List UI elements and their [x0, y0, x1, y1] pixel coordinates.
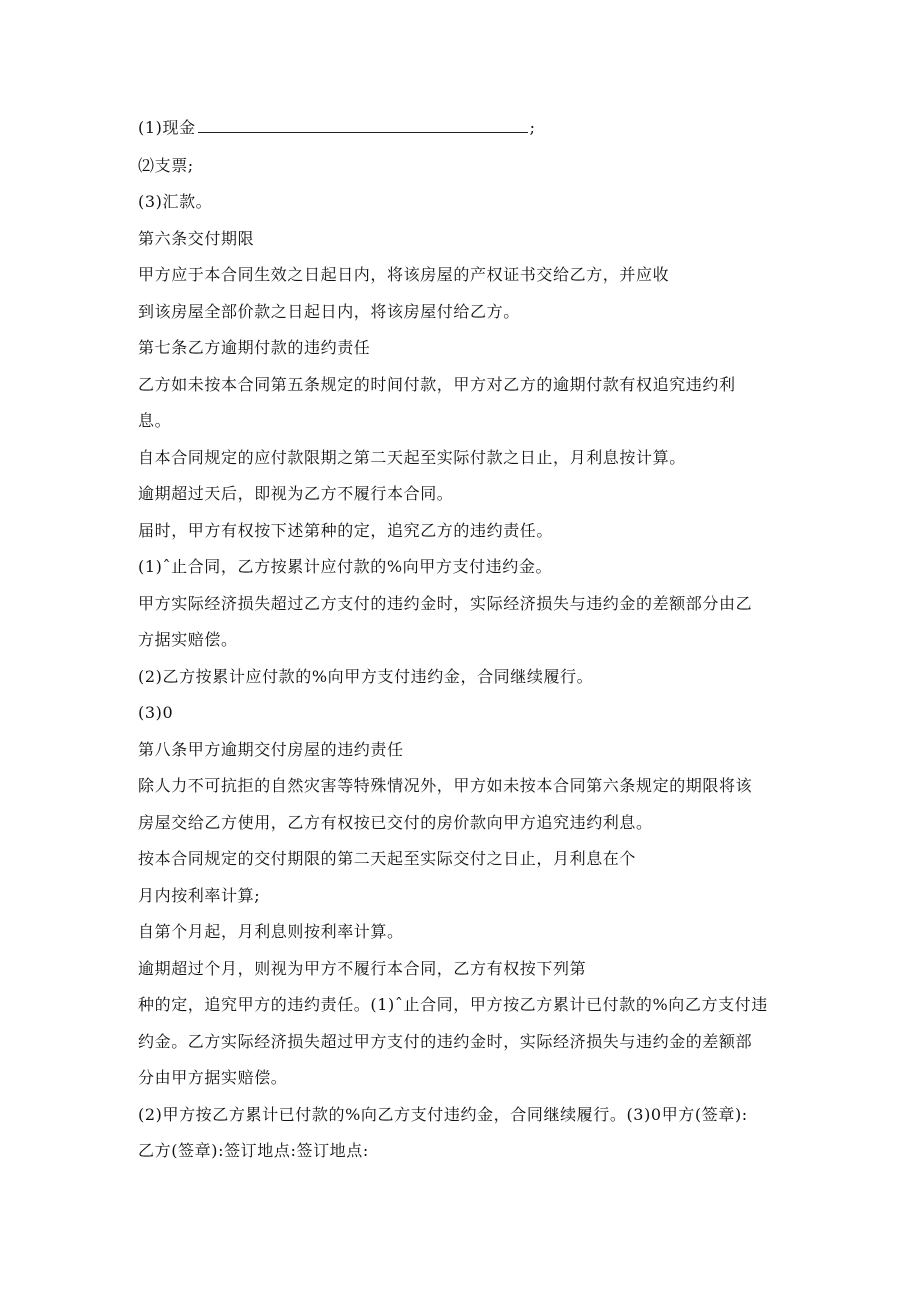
paragraph-line: 逾期超过个月，则视为甲方不履行本合同，乙方有权按下列第 — [138, 959, 587, 978]
paragraph-line: 种的定，追究甲方的违约责任。(1)ˆ止合同，甲方按乙方累计已付款的%向乙方支付违 — [138, 995, 768, 1014]
paragraph-line: (2)乙方按累计应付款的%向甲方支付违约金，合同继续履行。 — [138, 667, 594, 686]
paragraph-line: 约金。乙方实际经济损失超过甲方支付的违约金时，实际经济损失与违约金的差额部 — [138, 1032, 753, 1051]
clause-cash-end: ; — [529, 118, 536, 137]
paragraph-line: 息。 — [138, 411, 172, 430]
clause-cash-label: (1)现金 — [138, 118, 196, 137]
paragraph-line: (3)0 — [138, 703, 174, 722]
article-6-heading: 第六条交付期限 — [138, 229, 255, 248]
paragraph-line: 甲方实际经济损失超过乙方支付的违约金时，实际经济损失与违约金的差额部分由乙 — [138, 594, 753, 613]
paragraph-line: (1)ˆ止合同，乙方按累计应付款的%向甲方支付违约金。 — [138, 557, 553, 576]
paragraph-line: 按本合同规定的交付期限的第二天起至实际交付之日止，月利息在个 — [138, 849, 637, 868]
paragraph-line: (2)甲方按乙方累计已付款的%向乙方支付违约金，合同继续履行。(3)0甲方(签章): — [138, 1105, 748, 1124]
cash-blank-field — [198, 118, 528, 133]
paragraph-line: 届时，甲方有权按下述第种的定，追究乙方的违约责任。 — [138, 521, 554, 540]
clause-check: ⑵支票; — [138, 156, 194, 175]
paragraph-line: 自本合同规定的应付款限期之第二天起至实际付款之日止，月利息按计算。 — [138, 448, 686, 467]
article-8-heading: 第八条甲方逾期交付房屋的违约责任 — [138, 740, 404, 759]
clause-cash-line — [138, 118, 536, 138]
paragraph-line: 分由甲方据实赔偿。 — [138, 1068, 288, 1087]
clause-remittance: (3)汇款。 — [138, 192, 213, 211]
paragraph-line: 方据实赔偿。 — [138, 630, 238, 649]
signature-line: 乙方(签章):签订地点:签订地点: — [138, 1141, 369, 1160]
paragraph-line: 到该房屋全部价款之日起日内，将该房屋付给乙方。 — [138, 302, 520, 321]
paragraph-line: 月内按利率计算; — [138, 886, 261, 905]
paragraph-line: 自第个月起，月利息则按利率计算。 — [138, 922, 404, 941]
paragraph-line: 房屋交给乙方使用，乙方有权按已交付的房价款向甲方追究违约利息。 — [138, 813, 653, 832]
paragraph-line: 乙方如未按本合同第五条规定的时间付款，甲方对乙方的逾期付款有权追究违约利 — [138, 375, 736, 394]
article-7-heading: 第七条乙方逾期付款的违约责任 — [138, 338, 371, 357]
paragraph-line: 甲方应于本合同生效之日起日内，将该房屋的产权证书交给乙方，并应收 — [138, 265, 670, 284]
paragraph-line: 除人力不可抗拒的自然灾害等特殊情况外，甲方如未按本合同第六条规定的期限将该 — [138, 776, 753, 795]
paragraph-line: 逾期超过天后，即视为乙方不履行本合同。 — [138, 484, 454, 503]
